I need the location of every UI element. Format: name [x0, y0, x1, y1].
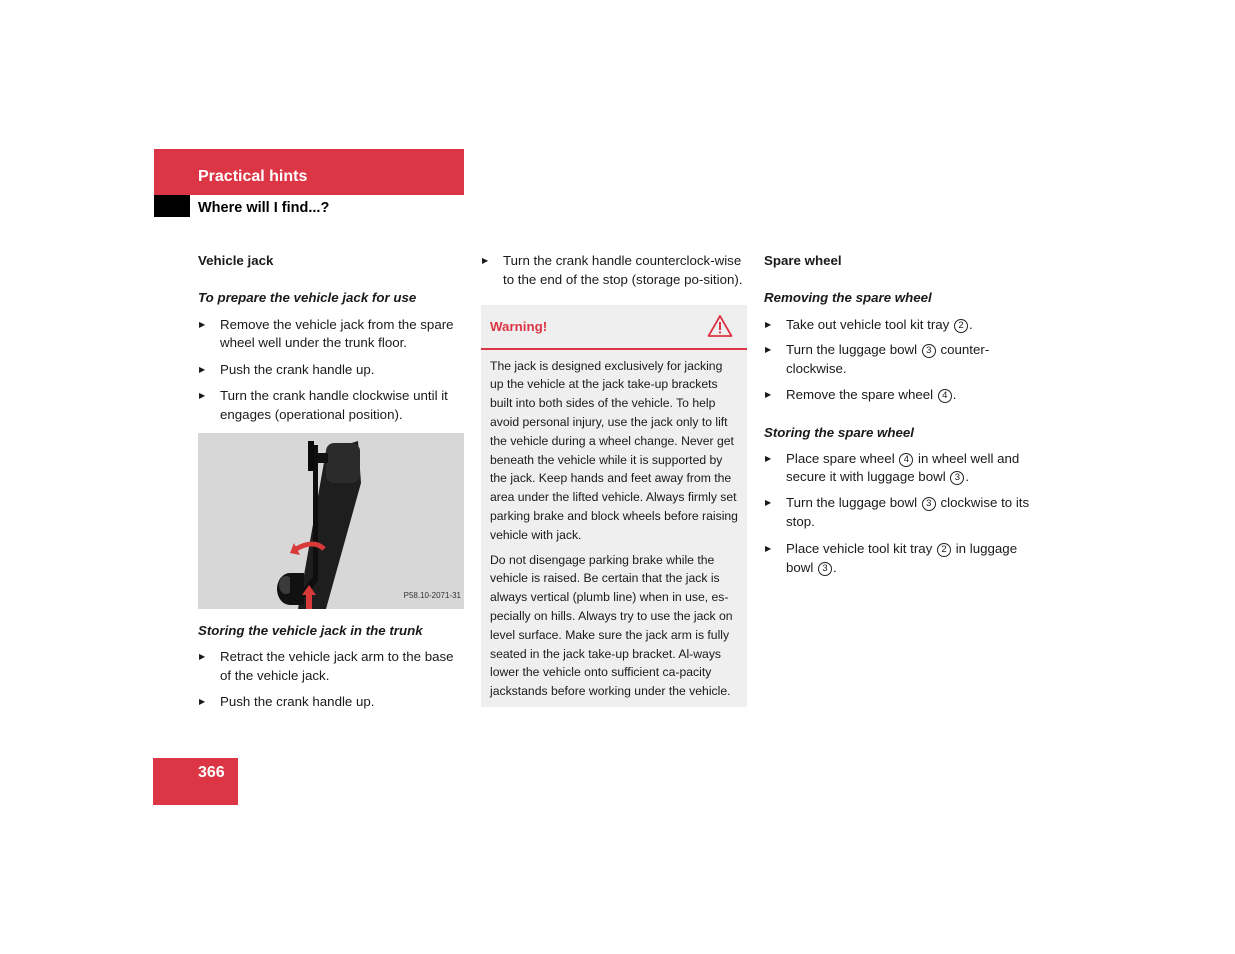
- storing-spare-step-2: ▶ Turn the luggage bowl 3 clockwise to its stop.: [764, 494, 1030, 532]
- jack-drawing: [198, 433, 464, 609]
- prepare-step-1: ▶ Remove the vehicle jack from the spare wheel well under the trunk floor.: [198, 316, 464, 354]
- prepare-step-2: ▶ Push the crank handle up.: [198, 361, 464, 380]
- push-up-arrow: [306, 593, 312, 609]
- item-number-3: 3: [818, 562, 832, 576]
- removing-step-3: ▶ Remove the spare wheel 4 .: [764, 386, 1030, 405]
- section-title: Practical hints: [198, 168, 308, 185]
- storing-spare-step-1: ▶ Place spare wheel 4 in wheel well and secure it with luggage bowl 3 .: [764, 450, 1030, 488]
- column-spare-wheel: [764, 252, 1030, 577]
- storing-step-3: ▶ Turn the crank handle counterclock-wise to the end of the stop (storage po-sition).: [481, 252, 747, 290]
- prepare-jack-heading: To prepare the vehicle jack for use: [198, 289, 417, 305]
- subsection-title: Where will I find...?: [198, 200, 330, 216]
- jack-head: [326, 443, 360, 483]
- column-warning: [481, 252, 747, 707]
- removing-step-2: ▶ Turn the luggage bowl 3 counter-clockwise.: [764, 341, 1030, 379]
- storing-jack-heading: Storing the vehicle jack in the trunk: [198, 622, 423, 638]
- vehicle-jack-heading: Vehicle jack: [198, 253, 274, 268]
- item-number-3: 3: [950, 471, 964, 485]
- storing-spare-step-3: ▶ Place vehicle tool kit tray 2 in luggage bowl 3 .: [764, 540, 1030, 578]
- warning-box: [481, 305, 747, 707]
- storing-step-1: ▶ Retract the vehicle jack arm to the base of the vehicle jack.: [198, 648, 464, 686]
- warning-paragraph-1: The jack is designed exclusively for jacking up the vehicle at the jack take-up brackets built into both sides of the vehicle. To help avoid personal injury, use the jack only to lift the vehicle during a wheel change. Never get beneath the vehicle while it is supported by the jack. Keep hands and feet away from the area under the lifted vehicle. Always firmly set parking brake and block wheels before raising vehicle with jack.: [490, 358, 738, 542]
- item-number-3: 3: [922, 344, 936, 358]
- warning-header: [481, 305, 747, 350]
- item-number-3: 3: [922, 497, 936, 511]
- subsection-marker: [154, 195, 190, 217]
- crank-top: [308, 441, 314, 471]
- storing-spare-heading: Storing the spare wheel: [764, 424, 914, 440]
- removing-spare-heading: Removing the spare wheel: [764, 289, 932, 305]
- prepare-step-3: ▶ Turn the crank handle clockwise until it engages (operational position).: [198, 387, 464, 425]
- item-number-4: 4: [938, 389, 952, 403]
- page-number: 366: [198, 764, 225, 781]
- crank-knob: [277, 573, 304, 605]
- storing-step-2: ▶ Push the crank handle up.: [198, 693, 464, 712]
- item-number-4: 4: [899, 453, 913, 467]
- figure-code: P58.10-2071-31: [403, 590, 461, 600]
- removing-step-1: ▶ Take out vehicle tool kit tray 2 .: [764, 316, 1030, 335]
- vehicle-jack-illustration: [198, 433, 464, 609]
- warning-paragraph-2: Do not disengage parking brake while the vehicle is raised. Be certain that the jack is always vertical (plumb line) when in use, es-pecially on hills. Always try to use the jack on level surface. Make sure the jack arm is fully seated in the jack take-up bracket. Al-ways lower the vehicle onto sufficient ca-pacity jackstands before working under the vehicle.: [490, 552, 733, 699]
- spare-wheel-heading: Spare wheel: [764, 253, 842, 268]
- item-number-2: 2: [954, 319, 968, 333]
- warning-triangle-icon: [707, 314, 733, 338]
- warning-label: Warning!: [490, 318, 548, 334]
- page-number-tab: [153, 758, 238, 805]
- column-vehicle-jack: [198, 252, 464, 712]
- warning-body: [481, 350, 747, 707]
- item-number-2: 2: [937, 543, 951, 557]
